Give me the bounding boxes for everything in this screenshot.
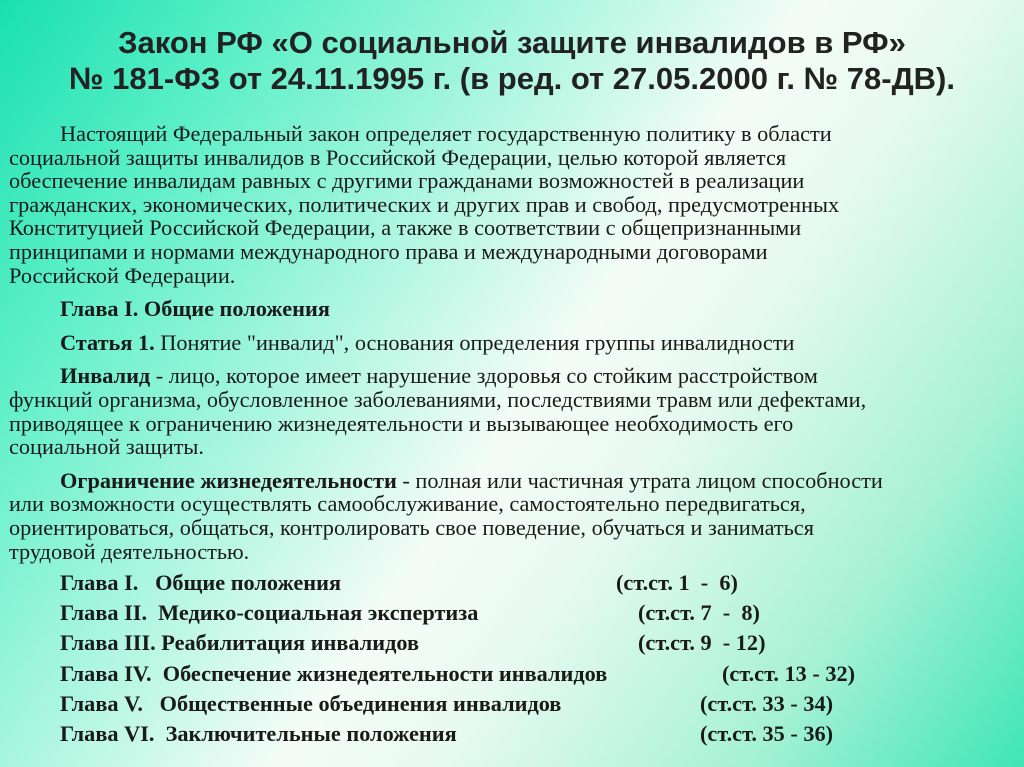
intro-line: социальной защиты инвалидов в Российской Федерации, целью которой является — [9, 144, 787, 170]
invalid-definition — [9, 364, 1019, 458]
chapter-range: (ст.ст. 13 - 32) — [722, 660, 856, 686]
intro-line: Конституцией Российской Федерации, а также в соответствии с общепризнанными — [9, 215, 802, 241]
chapter-row — [60, 570, 960, 600]
intro-line: гражданских, экономических, политических и других прав и свобод, предусмотренных — [9, 191, 840, 217]
intro-line: обеспечение инвалидам равных с другими гражданами возможностей в реализации — [9, 168, 805, 194]
chapter-title: Глава V. Общественные объединения инвалидов — [60, 690, 562, 716]
limitation-def-line: - полная или частичная утрата лицом способности — [396, 467, 883, 493]
chapter-row — [60, 630, 960, 660]
slide-body — [9, 122, 1019, 563]
article-1-label: Статья 1. — [60, 329, 155, 355]
invalid-term: Инвалид — [60, 363, 151, 389]
title-line-1: Закон РФ «О социальной защите инвалидов в РФ» — [118, 25, 906, 60]
limitation-def-line: или возможности осуществлять самообслуживание, самостоятельно передвигаться, — [9, 491, 806, 517]
invalid-def-line: приводящее к ограничению жизнедеятельности и вызывающее необходимость его — [9, 410, 794, 436]
invalid-def-line: социальной защиты. — [9, 434, 204, 460]
invalid-def-line: - лицо, которое имеет нарушение здоровья со стойким расстройством — [150, 363, 818, 389]
limitation-def-line: ориентироваться, общаться, контролировать свое поведение, обучаться и заниматься — [9, 514, 814, 540]
article-1 — [9, 331, 1019, 355]
chapter-row — [60, 600, 960, 630]
chapter-1-heading — [9, 297, 1019, 321]
slide-title — [0, 25, 1024, 97]
chapter-row — [60, 661, 960, 691]
intro-line: Настоящий Федеральный закон определяет государственную политику в области — [60, 121, 832, 146]
intro-line: Российской Федерации. — [9, 262, 236, 288]
chapter-range: (ст.ст. 7 - 8) — [638, 600, 760, 626]
invalid-def-line: функций организма, обусловленное заболеваниями, последствиями травм или дефектами, — [9, 386, 867, 412]
limitation-def-line: трудовой деятельностью. — [9, 538, 250, 564]
chapters-list — [60, 570, 960, 751]
intro-paragraph — [9, 122, 1019, 287]
intro-line: принципами и нормами международного права и международными договорами — [9, 238, 768, 264]
chapter-range: (ст.ст. 35 - 36) — [700, 720, 834, 746]
chapter-1-heading-text: Глава I. Общие положения — [60, 296, 330, 322]
article-1-text: Понятие "инвалид", основания определения группы инвалидности — [154, 329, 795, 355]
title-line-2: № 181-ФЗ от 24.11.1995 г. (в ред. от 27.05.2000 г. № 78-ДВ). — [69, 61, 955, 96]
chapter-title: Глава I. Общие положения — [60, 570, 342, 595]
chapter-title: Глава VI. Заключительные положения — [60, 720, 457, 746]
slide-header — [0, 0, 1024, 118]
chapter-title: Глава II. Медико-социальная экспертиза — [60, 600, 479, 626]
limitation-term: Ограничение жизнедеятельности — [60, 467, 397, 493]
chapter-row — [60, 691, 960, 721]
chapter-range: (ст.ст. 33 - 34) — [700, 690, 834, 716]
chapter-row — [60, 721, 960, 751]
chapter-range: (ст.ст. 1 - 6) — [616, 570, 738, 595]
chapter-title: Глава IV. Обеспечение жизнедеятельности инвалидов — [60, 660, 608, 686]
chapter-range: (ст.ст. 9 - 12) — [638, 630, 766, 656]
limitation-definition — [9, 469, 1019, 563]
chapter-title: Глава III. Реабилитация инвалидов — [60, 630, 420, 656]
